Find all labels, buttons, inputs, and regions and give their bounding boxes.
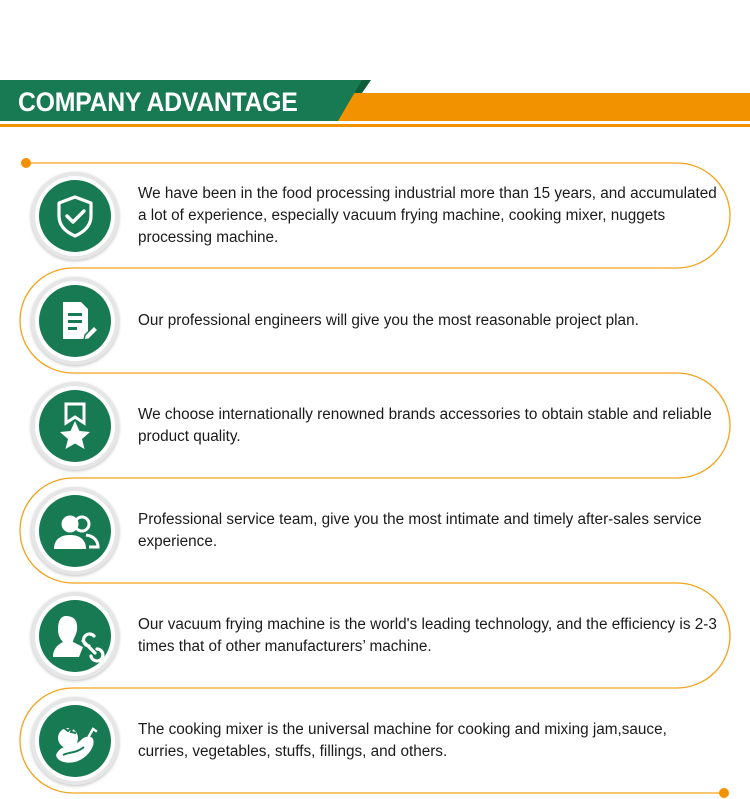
engineer-wrench-icon	[39, 600, 111, 672]
icon-badge	[31, 697, 119, 785]
advantage-item-quality	[0, 373, 750, 479]
advantage-item-service	[0, 478, 750, 584]
team-users-icon	[39, 495, 111, 567]
advantage-item-experience	[0, 163, 750, 269]
icon-badge	[31, 487, 119, 575]
quality-badge-star-icon	[39, 390, 111, 462]
advantage-text: We have been in the food processing industrial more than 15 years, and accumulated a lot of experience, especially vacuum frying machine, cooking mixer, nuggets processing machine.	[138, 185, 717, 246]
icon-badge	[31, 382, 119, 470]
advantage-item-engineers	[0, 268, 750, 374]
icon-badge	[31, 277, 119, 365]
advantage-item-cooking-mixer	[0, 688, 750, 794]
advantage-text: Our professional engineers will give you the most reasonable project plan.	[138, 312, 639, 329]
header-banner	[0, 0, 750, 140]
icon-badge	[31, 592, 119, 680]
shield-check-icon	[39, 180, 111, 252]
document-edit-icon	[39, 285, 111, 357]
advantage-item-technology	[0, 583, 750, 689]
advantage-text: Professional service team, give you the most intimate and timely after-sales service experience.	[138, 511, 702, 550]
advantage-text: The cooking mixer is the universal machine for cooking and mixing jam,sauce, curries, vegetables, stuffs, fillings, and others.	[138, 721, 667, 760]
vegetables-icon	[39, 705, 111, 777]
advantage-text: Our vacuum frying machine is the world's leading technology, and the efficiency is 2-3 times that of other manufacturers’ machine.	[138, 616, 717, 655]
icon-badge	[31, 172, 119, 260]
advantage-text: We choose internationally renowned brands accessories to obtain stable and reliable product quality.	[138, 406, 712, 445]
page-title: COMPANY ADVANTAGE	[18, 87, 298, 117]
